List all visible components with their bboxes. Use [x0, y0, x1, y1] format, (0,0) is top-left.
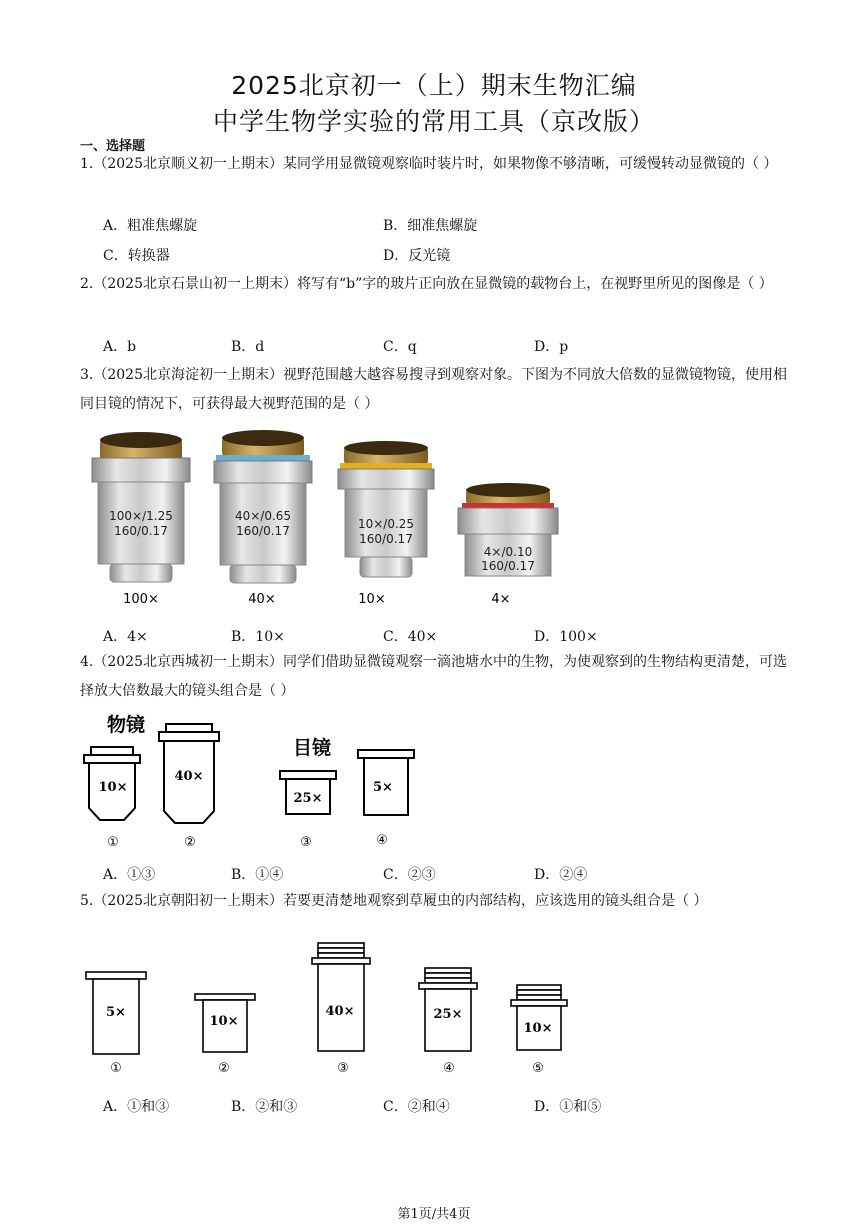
- objective-lens-10x: [338, 441, 434, 577]
- svg-text:③: ③: [337, 1061, 349, 1076]
- q4-objective-2-mag: 40×: [174, 769, 204, 784]
- svg-text:③: ③: [300, 835, 312, 850]
- svg-text:④: ④: [443, 1061, 455, 1076]
- svg-text:160/0.17: 160/0.17: [359, 532, 413, 546]
- caption-4x: 4×: [491, 592, 511, 607]
- q4-objective-1-mag: 10×: [98, 780, 128, 795]
- caption-100x: 100×: [123, 592, 159, 607]
- q4-option-d[interactable]: D．②④: [534, 867, 588, 883]
- q5-option-c[interactable]: C．②和④: [383, 1099, 450, 1115]
- q4-eyepiece-4-mag: 5×: [373, 780, 393, 795]
- svg-text:160/0.17: 160/0.17: [236, 524, 290, 538]
- svg-text:10×: 10×: [209, 1014, 239, 1029]
- objective-lens-100x: [92, 432, 190, 582]
- q4-option-c[interactable]: C．②③: [383, 867, 436, 883]
- svg-text:①: ①: [107, 835, 119, 850]
- q3-option-a[interactable]: A．4×: [103, 629, 148, 645]
- question-1-text: 1.（2025北京顺义初一上期末）某同学用显微镜观察临时装片时，如果物像不够清晰，可缓慢转动显微镜的（ ）: [80, 156, 778, 172]
- question-3-text: 3.（2025北京海淀初一上期末）视野范围越大越容易搜寻到观察对象。下图为不同放大倍数的显微镜物镜，使用相同目镜的情况下，可获得最大视野范围的是（ ）: [80, 367, 787, 412]
- objective-lens-4x: [458, 483, 558, 576]
- q5-option-a[interactable]: A．①和③: [103, 1099, 170, 1115]
- svg-text:5×: 5×: [106, 1005, 126, 1020]
- svg-text:②: ②: [184, 835, 196, 850]
- q2-option-c[interactable]: C．q: [383, 339, 417, 355]
- caption-40x: 40×: [248, 592, 276, 607]
- svg-text:40×: 40×: [325, 1004, 355, 1019]
- q4-eyepiece-3-mag: 25×: [293, 791, 323, 806]
- q2-option-b[interactable]: B．d: [231, 339, 265, 355]
- q3-option-b[interactable]: B．10×: [231, 629, 285, 645]
- svg-text:160/0.17: 160/0.17: [114, 524, 168, 538]
- q5-option-d[interactable]: D．①和⑤: [534, 1099, 602, 1115]
- question-5-text: 5.（2025北京朝阳初一上期末）若要更清楚地观察到草履虫的内部结构，应该选用的镜头组合是（ ）: [80, 893, 708, 909]
- q5-lens-5: [511, 985, 567, 1050]
- lens-marking-100x: 100×/1.25: [109, 509, 173, 523]
- svg-text:10×: 10×: [523, 1021, 553, 1036]
- q1-option-c[interactable]: C．转换器: [103, 248, 170, 264]
- title-line-2: 中学生物学实验的常用工具（京改版）: [212, 107, 655, 136]
- q2-option-a[interactable]: A．b: [103, 339, 137, 355]
- eyepiece-label: 目镜: [293, 737, 332, 759]
- section-heading: 一、选择题: [80, 139, 146, 154]
- svg-text:25×: 25×: [433, 1007, 463, 1022]
- q4-option-b[interactable]: B．①④: [231, 867, 284, 883]
- q1-option-b[interactable]: B．细准焦螺旋: [383, 218, 478, 234]
- lens-marking-10x: 10×/0.25: [357, 517, 415, 531]
- objective-lens-40x: [214, 430, 312, 583]
- svg-text:160/0.17: 160/0.17: [481, 559, 535, 573]
- caption-10x: 10×: [358, 592, 386, 607]
- page-footer: 第1页/共4页: [397, 1207, 471, 1222]
- q3-option-d[interactable]: D．100×: [534, 629, 598, 645]
- q2-option-d[interactable]: D．p: [534, 339, 569, 355]
- lens-marking-40x: 40×/0.65: [234, 509, 292, 523]
- q3-option-c[interactable]: C．40×: [383, 629, 438, 645]
- objective-label: 物镜: [107, 714, 146, 736]
- svg-text:⑤: ⑤: [532, 1061, 544, 1076]
- title-line-1: 2025北京初一（上）期末生物汇编: [231, 71, 637, 100]
- question-2-text: 2.（2025北京石景山初一上期末）将写有“b”字的玻片正向放在显微镜的载物台上，在视野里所见的图像是（ ）: [80, 276, 773, 292]
- svg-text:④: ④: [376, 833, 388, 848]
- q5-lens-3: [312, 943, 370, 1051]
- svg-text:②: ②: [218, 1061, 230, 1076]
- q5-option-b[interactable]: B．②和③: [231, 1099, 298, 1115]
- q4-option-a[interactable]: A．①③: [103, 867, 156, 883]
- q1-option-a[interactable]: A．粗准焦螺旋: [103, 218, 198, 234]
- q1-option-d[interactable]: D．反光镜: [383, 248, 451, 264]
- question-4-text: 4.（2025北京西城初一上期末）同学们借助显微镜观察一滴池塘水中的生物，为使观察到的生物结构更清楚，可选择放大倍数最大的镜头组合是（ ）: [80, 654, 787, 699]
- lens-marking-4x: 4×/0.10: [483, 545, 533, 559]
- svg-text:①: ①: [110, 1061, 122, 1076]
